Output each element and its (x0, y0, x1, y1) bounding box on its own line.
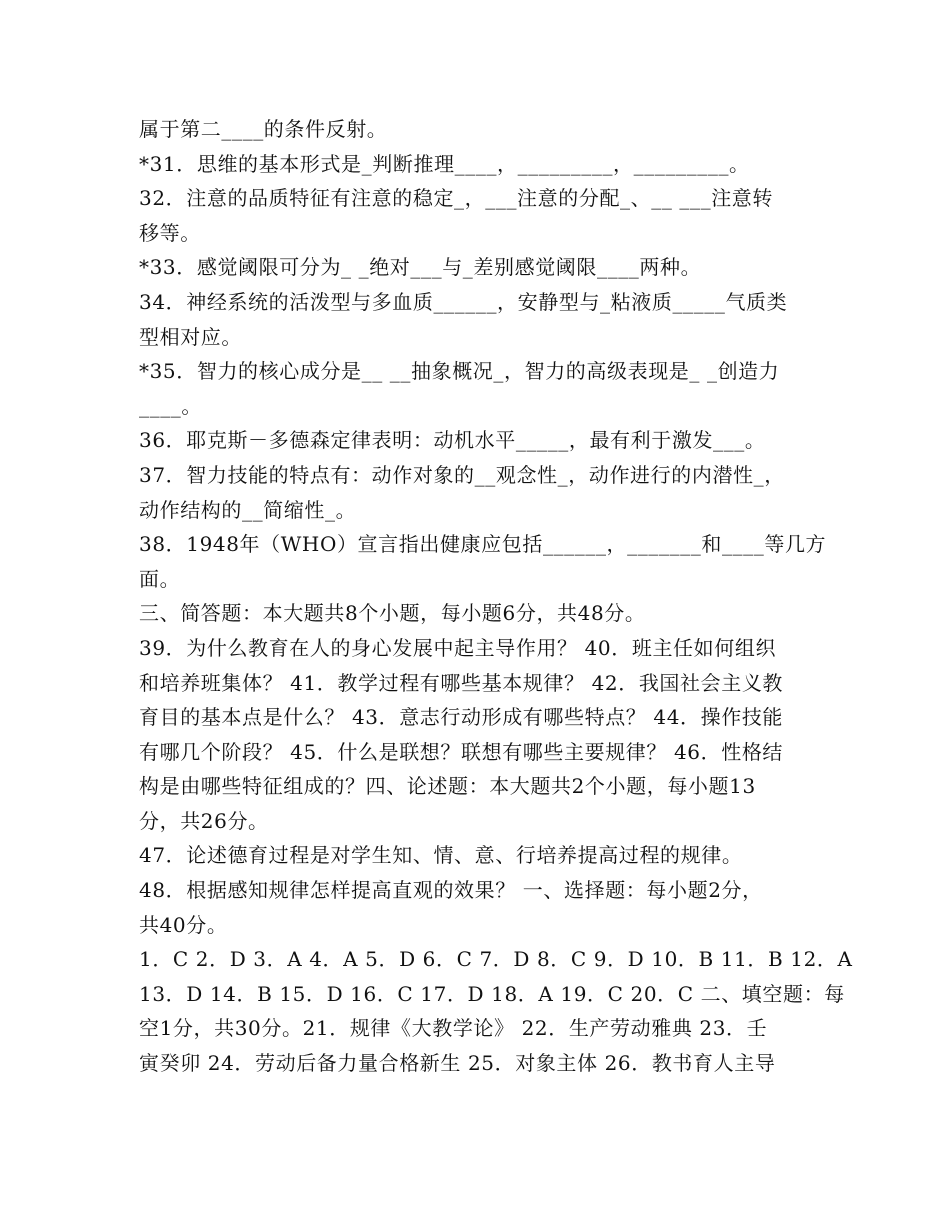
text-line: 47．论述德育过程是对学生知、情、意、行培养提高过程的规律。 (139, 843, 743, 868)
text-line: ____。 (139, 393, 202, 418)
text-line: 移等。 (139, 220, 201, 245)
text-line: 39．为什么教育在人的身心发展中起主导作用？ 40．班主任如何组织 (139, 635, 777, 660)
text-line: 分，共26分。 (139, 808, 269, 833)
text-line: *35．智力的核心成分是__ __抽象概况_，智力的高级表现是_ _创造力 (139, 359, 780, 384)
text-line: 有哪几个阶段？ 45．什么是联想？联想有哪些主要规律？ 46．性格结 (139, 739, 784, 764)
text-line: *33．感觉阈限可分为_ _绝对___与_差别感觉阈限____两种。 (139, 255, 702, 280)
answer-line: 1．C 2．D 3．A 4．A 5．D 6．C 7．D 8．C 9．D 10．B 11．B 12．A (139, 947, 853, 972)
text-line: *31．思维的基本形式是_判断推理____，_________，_________。 (139, 151, 750, 176)
text-line: 属于第二____的条件反射。 (139, 117, 388, 141)
answer-line: 13．D 14．B 15．D 16．C 17．D 18．A 19．C 20．C 二、填空题：每 (139, 981, 845, 1006)
text-line: 构是由哪些特征组成的？四、论述题：本大题共2个小题，每小题13 (139, 774, 756, 799)
text-line: 动作结构的__简缩性_。 (139, 497, 357, 522)
text-line: 38．1948年（WHO）宣言指出健康应包括______，_______和____等几方 (139, 532, 827, 557)
text-line: 面。 (139, 566, 181, 591)
section-heading: 三、简答题：本大题共8个小题，每小题6分，共48分。 (139, 601, 646, 626)
text-line: 36．耶克斯－多德森定律表明：动机水平_____，最有利于激发___。 (139, 428, 766, 453)
text-line: 型相对应。 (139, 324, 242, 349)
answer-line: 寅癸卯 24．劳动后备力量合格新生 25．对象主体 26．教书育人主导 (139, 1051, 776, 1076)
text-line: 育目的基本点是什么？ 43．意志行动形成有哪些特点？ 44．操作技能 (139, 705, 784, 730)
text-line: 和培养班集体？ 41．教学过程有哪些基本规律？ 42．我国社会主义教 (139, 670, 784, 695)
text-line: 37．智力技能的特点有：动作对象的__观念性_，动作进行的内潜性_， (139, 462, 785, 487)
text-line: 共40分。 (139, 912, 228, 937)
text-line: 48．根据感知规律怎样提高直观的效果？ 一、选择题：每小题2分， (139, 878, 763, 903)
document-body (139, 112, 853, 1081)
text-line: 32．注意的品质特征有注意的稳定_，___注意的分配_、__ ___注意转 (139, 186, 774, 211)
answer-line: 空1分，共30分。21．规律《大教学论》 22．生产劳动雅典 23．壬 (139, 1016, 768, 1041)
text-line: 34．神经系统的活泼型与多血质______，安静型与_粘液质_____气质类 (139, 289, 788, 314)
